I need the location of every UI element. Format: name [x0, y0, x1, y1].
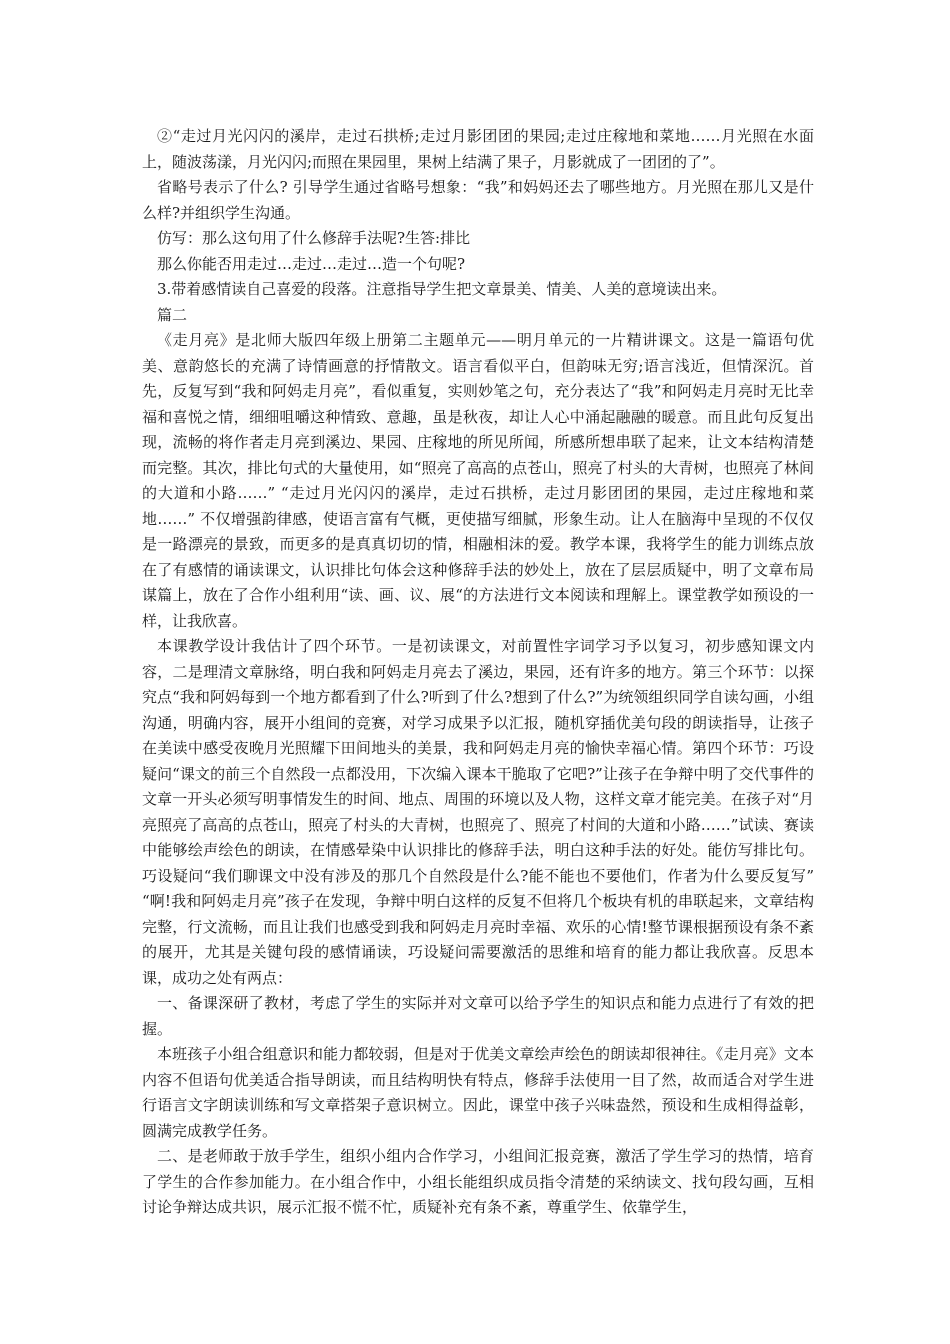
- paragraph-success-point-2: 二、是老师敢于放手学生，组织小组内合作学习，小组间汇报竞赛，激活了学生学习的热情，培育了学生的合作参加能力。在小组合作中，小组长能组织成员指令清楚的采纳读文、找句段勾画，互相讨论争辩达成共识，展示汇报不慌不忙，质疑补充有条不紊，尊重学生、依靠学生，: [142, 1147, 814, 1216]
- document-body: [142, 124, 814, 1221]
- paragraph-sentence-making: 那么你能否用走过…走过…走过…造一个句呢?: [157, 254, 466, 273]
- paragraph-ellipsis-question: 省略号表示了什么? 引导学生通过省略号想象：“我”和妈妈还去了哪些地方。月光照在那儿又是什么样?并组织学生沟通。: [142, 178, 814, 222]
- paragraph-example-2: ②“走过月光闪闪的溪岸，走过石拱桥;走过月影团团的果园;走过庄稼地和菜地……月光照在水面上，随波荡漾，月光闪闪;而照在果园里，果树上结满了果子，月影就成了一团团的了”。: [142, 127, 814, 171]
- section-heading-part-2: 篇二: [157, 305, 188, 324]
- paragraph-success-point-1: 一、备课深研了教材，考虑了学生的实际并对文章可以给予学生的知识点和能力点进行了有效的把握。: [142, 994, 814, 1038]
- paragraph-imitation: 仿写：那么这句用了什么修辞手法呢?生答:排比: [157, 229, 471, 247]
- paragraph-class-situation: 本班孩子小组合组意识和能力都较弱，但是对于优美文章绘声绘色的朗读却很神往。《走月亮》文本内容不但语句优美适合指导朗读，而且结构明快有特点，修辞手法使用一目了然，故而适合对学生进行语言文字朗读训练和写文章搭架子意识树立。因此，课堂中孩子兴味盎然，预设和生成相得益彰，圆满完成教学任务。: [142, 1045, 814, 1140]
- paragraph-lesson-design: 本课教学设计我估计了四个环节。一是初读课文，对前置性字词学习予以复习，初步感知课文内容，二是理清文章脉络，明白我和阿妈走月亮去了溪边，果园，还有许多的地方。第三个环节：以探究点“我和阿妈每到一个地方都看到了什么?听到了什么?想到了什么?”为统领组织同学自读勾画，小组沟通，明确内容，展开小组间的竞赛，对学习成果予以汇报，随机穿插优美句段的朗读指导，让孩子在美读中感受夜晚月光照耀下田间地头的美景，我和阿妈走月亮的愉快幸福心情。第四个环节：巧设疑问“课文的前三个自然段一点都没用，下次编入课本干脆取了它吧?”让孩子在争辩中明了交代事件的文章一开头必须写明事情发生的时间、地点、周围的环境以及人物，这样文章才能完美。在孩子对“月亮照亮了高高的点苍山，照亮了村头的大青树，也照亮了、照亮了村间的大道和小路……”试读、赛读中能够绘声绘色的朗读，在情感晕染中认识排比的修辞手法，明白这种手法的好处。能仿写排比句。巧设疑问“我们聊课文中没有涉及的那几个自然段是什么?能不能也不要他们，作者为什么要反复写” “啊!我和阿妈走月亮”孩子在发现，争辩中明白这样的反复不但将几个板块有机的串联起来，文章结构完整，行文流畅，而且让我们也感受到我和阿妈走月亮时幸福、欢乐的心情!整节课根据预设有条不紊的展开，尤其是关键句段的感情诵读，巧设疑问需要激活的思维和培育的能力都让我欣喜。反思本课，成功之处有两点：: [142, 637, 814, 987]
- paragraph-text-analysis: 《走月亮》是北师大版四年级上册第二主题单元——明月单元的一片精讲课文。这是一篇语句优美、意韵悠长的充满了诗情画意的抒情散文。语言看似平白，但韵味无穷;语言浅近，但情深沉。首先，反复写到“我和阿妈走月亮”，看似重复，实则妙笔之句，充分表达了“我”和阿妈走月亮时无比幸福和喜悦之情，细细咀嚼这种情致、意趣，虽是秋夜，却让人心中涌起融融的暖意。而且此句反复出现，流畅的将作者走月亮到溪边、果园、庄稼地的所见所闻，所感所想串联了起来，让文本结构清楚而完整。其次，排比句式的大量使用，如“照亮了高高的点苍山，照亮了村头的大青树，也照亮了林间的大道和小路……” “走过月光闪闪的溪岸，走过石拱桥，走过月影团团的果园，走过庄稼地和菜地……” 不仅增强韵律感，使语言富有气概，更使描写细腻，形象生动。让人在脑海中呈现的不仅仅是一路漂亮的景致，而更多的是真真切切的情，相融相沫的爱。教学本课，我将学生的能力训练点放在了有感情的诵读课文，认识排比句体会这种修辞手法的妙处上，放在了层层质疑中，明了文章布局谋篇上，放在了合作小组利用“读、画、议、展“的方法进行文本阅读和理解上。课堂教学如预设的一样，让我欣喜。: [142, 331, 814, 630]
- paragraph-step-3: 3.带着感情读自己喜爱的段落。注意指导学生把文章景美、情美、人美的意境读出来。: [157, 280, 727, 298]
